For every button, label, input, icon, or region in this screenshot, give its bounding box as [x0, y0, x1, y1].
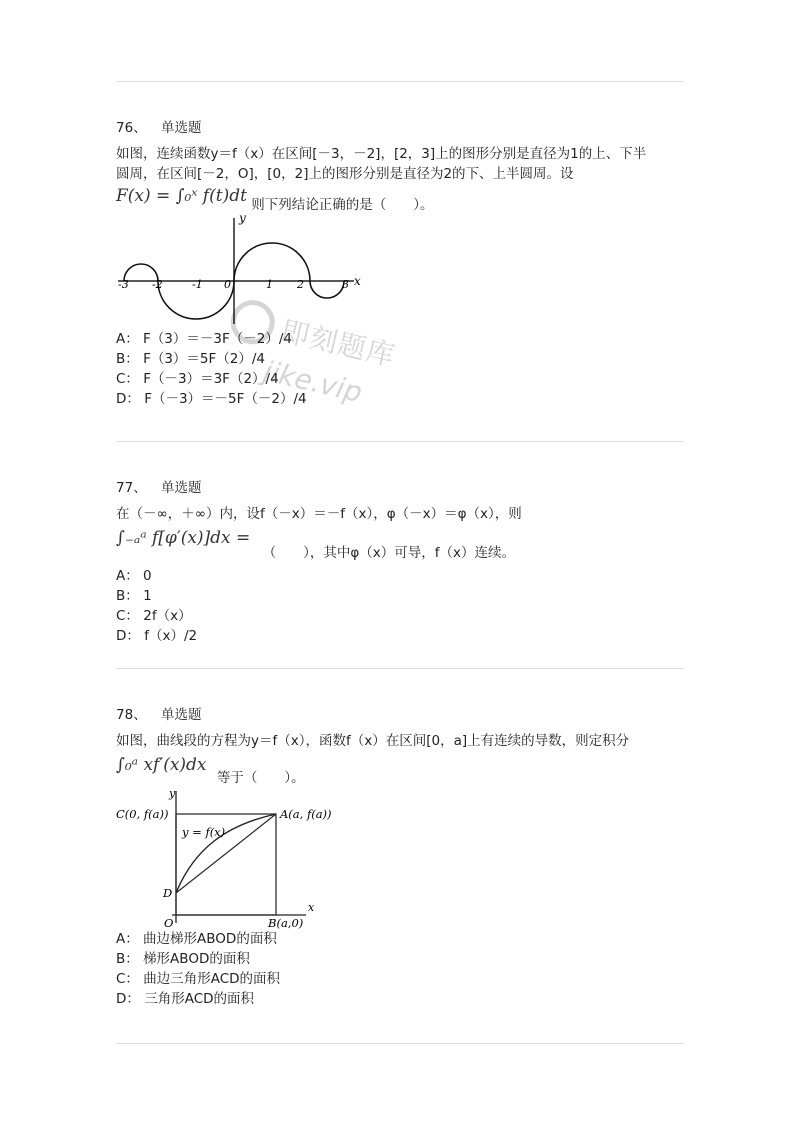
question-stem-tail: 等于（ ）。 [216, 770, 305, 786]
divider [116, 668, 684, 669]
option-b[interactable]: B： F（3）＝5F（2）/4 [116, 351, 265, 367]
tick-label: -3 [118, 278, 129, 291]
option-d[interactable]: D： 三角形ACD的面积 [116, 991, 255, 1007]
option-b[interactable]: B： 1 [116, 588, 152, 604]
formula: ∫₀ᵃ xf′(x)dx [116, 755, 207, 775]
tick-label: -1 [192, 278, 203, 291]
question-77 [116, 478, 696, 646]
options-list [116, 929, 696, 1009]
option-a[interactable]: A： 0 [116, 568, 152, 584]
question-stem-line: 在（－∞，＋∞）内，设f（－x）＝－f（x），φ（－x）＝φ（x），则 [116, 506, 522, 522]
formula: F(x) = ∫₀ˣ f(t)dt [116, 186, 247, 206]
option-d[interactable]: D： f（x）/2 [116, 628, 198, 644]
option-c[interactable]: C： 曲边三角形ACD的面积 [116, 971, 281, 987]
curve-label: y = f(x) [182, 825, 226, 839]
option-d[interactable]: D： F（－3）＝－5F（－2）/4 [116, 391, 307, 407]
tick-label: 2 [297, 278, 304, 291]
point-label-d: D [163, 886, 173, 900]
tick-label: 3 [342, 278, 349, 291]
axis-label-x: x [308, 901, 315, 914]
options-list [116, 566, 696, 646]
question-number: 77 [116, 480, 134, 496]
axis-label-x: x [354, 274, 361, 288]
watermark-en: jike.vip [260, 354, 366, 410]
question-stem-line: 如图，连续函数y＝f（x）在区间[－3，－2]，[2，3]上的图形分别是直径为1的上、下半 [116, 146, 647, 162]
tick-label: 1 [266, 278, 273, 291]
option-a[interactable]: A： F（3）＝－3F（－2）/4 [116, 331, 292, 347]
option-c[interactable]: C： F（－3）＝3F（2）/4 [116, 371, 279, 387]
question-header [116, 118, 696, 138]
point-label-o: O [164, 916, 174, 930]
divider-top [116, 81, 684, 82]
question-stem-line: 如图，曲线段的方程为y＝f（x），函数f（x）在区间[0，a]上有连续的导数，则定积分 [116, 733, 630, 749]
divider-bottom [116, 1043, 684, 1044]
tick-label: 0 [224, 278, 231, 291]
point-label-b: B(a,0) [268, 916, 304, 930]
option-c[interactable]: C： 2f（x） [116, 608, 192, 624]
tick-label: -2 [152, 278, 163, 291]
axis-label-y: y [239, 212, 246, 225]
curve-graph [116, 787, 366, 931]
question-stem-tail: 则下列结论正确的是（ ）。 [251, 197, 434, 213]
axis-label-y: y [169, 787, 176, 800]
question-stem-tail: （ ），其中φ（x）可导，f（x）连续。 [262, 545, 515, 561]
point-label-c: C(0, f(a)) [116, 807, 169, 821]
question-number: 76 [116, 120, 134, 136]
question-number: 78 [116, 707, 134, 723]
curve-segment-3 [234, 243, 310, 281]
question-type: 单选题 [160, 707, 202, 723]
question-sep: 、 [133, 480, 147, 496]
question-stem-line: 圆周，在区间[－2，O]，[0，2]上的图形分别是直径为2的下、上半圆周。设 [116, 166, 574, 182]
question-type: 单选题 [160, 480, 202, 496]
question-sep: 、 [133, 120, 147, 136]
watermark-cn: 即刻题库 [277, 314, 399, 373]
point-label-a: A(a, f(a)) [280, 807, 332, 821]
question-header [116, 705, 696, 725]
option-b[interactable]: B： 梯形ABOD的面积 [116, 951, 250, 967]
curve-segment-4 [310, 281, 344, 298]
question-header [116, 478, 696, 498]
watermark-logo-icon [226, 296, 279, 349]
question-78 [116, 705, 696, 1009]
formula: ∫₋ₐᵃ f[φ′(x)]dx = [116, 528, 251, 548]
question-sep: 、 [133, 707, 147, 723]
question-type: 单选题 [160, 120, 202, 136]
option-a[interactable]: A： 曲边梯形ABOD的面积 [116, 931, 277, 947]
